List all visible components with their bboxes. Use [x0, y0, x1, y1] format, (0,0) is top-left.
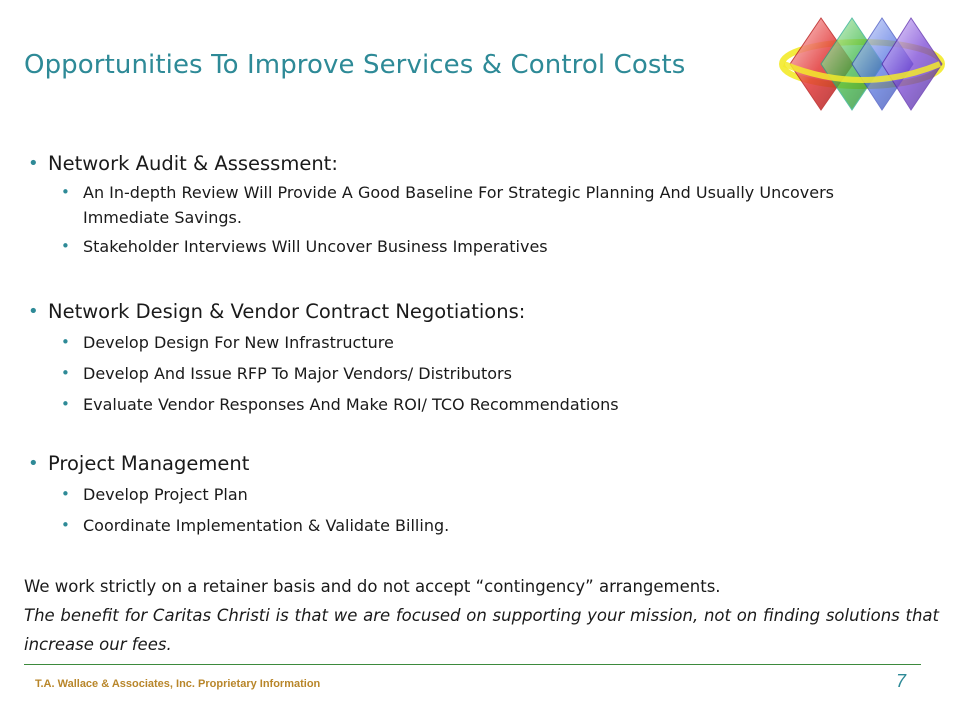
footer-divider [24, 664, 921, 665]
bullet-icon: • [28, 453, 39, 474]
section-heading-text: Network Audit & Assessment: [48, 152, 338, 175]
list-item [28, 392, 619, 417]
list-item-text: Coordinate Implementation & Validate Billing. [83, 516, 450, 535]
section-network-design [28, 298, 619, 417]
section-heading-text: Project Management [48, 452, 250, 475]
closing-statement [24, 572, 939, 659]
bullet-icon: • [61, 333, 70, 351]
slide-title: Opportunities To Improve Services & Control Costs [24, 50, 686, 80]
bullet-icon: • [61, 237, 70, 255]
list-item-text: Develop Project Plan [83, 485, 248, 504]
list-item [28, 482, 449, 507]
list-item-text: An In-depth Review Will Provide A Good Baseline For Strategic Planning And Usually Uncovers Immediate Savings. [83, 183, 835, 227]
list-item-text: Develop And Issue RFP To Major Vendors/ Distributors [83, 364, 512, 383]
list-item [28, 513, 449, 538]
list-item [28, 234, 923, 259]
section-heading [28, 150, 923, 178]
four-colored-diamonds-with-yellow-ring-logo [778, 14, 948, 116]
page-number: 7 [896, 671, 907, 691]
section-heading-text: Network Design & Vendor Contract Negotiations: [48, 300, 526, 323]
bullet-icon: • [61, 516, 70, 534]
footer-proprietary-text: T.A. Wallace & Associates, Inc. Proprietary Information [35, 678, 321, 690]
bullet-icon: • [61, 395, 70, 413]
list-item-text: Develop Design For New Infrastructure [83, 333, 394, 352]
bullet-icon: • [28, 153, 39, 174]
list-item-text: Stakeholder Interviews Will Uncover Business Imperatives [83, 237, 548, 256]
section-heading [28, 450, 449, 478]
section-heading [28, 298, 619, 326]
section-network-audit [28, 150, 923, 259]
list-item [28, 180, 923, 230]
list-item [28, 361, 619, 386]
bullet-icon: • [28, 301, 39, 322]
bullet-icon: • [61, 183, 70, 201]
bullet-icon: • [61, 485, 70, 503]
retainer-statement: We work strictly on a retainer basis and do not accept “contingency” arrangements. [24, 577, 721, 596]
section-project-management [28, 450, 449, 538]
list-item-text: Evaluate Vendor Responses And Make ROI/ TCO Recommendations [83, 395, 619, 414]
list-item [28, 330, 619, 355]
bullet-icon: • [61, 364, 70, 382]
benefit-statement: The benefit for Caritas Christi is that we are focused on supporting your mission, not on finding solutions that increase our fees. [24, 606, 939, 654]
